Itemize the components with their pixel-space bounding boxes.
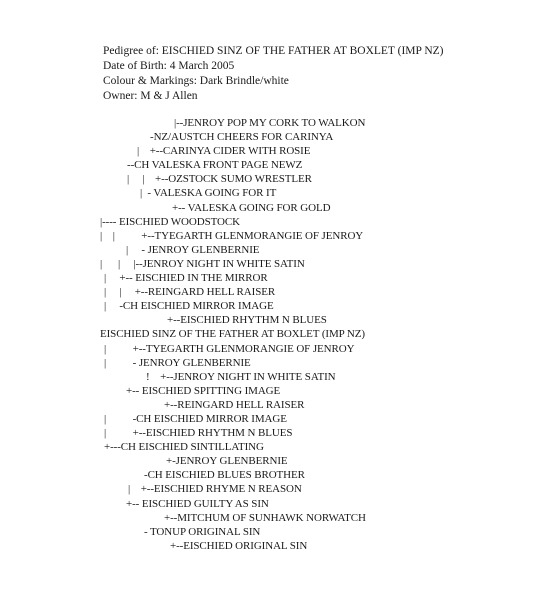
tree-line bbox=[100, 525, 540, 539]
tree-line-text: +-- EISCHIED GUILTY AS SIN bbox=[126, 497, 269, 510]
tree-line bbox=[100, 356, 540, 370]
tree-line-text: EISCHIED SINZ OF THE FATHER AT BOXLET (IMP NZ) bbox=[100, 328, 365, 341]
tree-line bbox=[100, 468, 540, 482]
tree-line bbox=[100, 201, 540, 215]
tree-line bbox=[100, 215, 540, 229]
tree-line-text: +-- EISCHIED SPITTING IMAGE bbox=[126, 384, 281, 397]
tree-line-text: | +--TYEGARTH GLENMORANGIE OF JENROY bbox=[104, 342, 355, 355]
tree-line-text: +--EISCHIED ORIGINAL SIN bbox=[170, 539, 308, 552]
colour-markings: Colour & Markings: Dark Brindle/white bbox=[103, 75, 289, 87]
tree-line-text: -CH EISCHIED BLUES BROTHER bbox=[144, 469, 305, 482]
tree-line-text: |--JENROY POP MY CORK TO WALKON bbox=[174, 117, 366, 129]
tree-line-text: --CH VALESKA FRONT PAGE NEWZ bbox=[127, 159, 303, 172]
document-header bbox=[103, 44, 444, 104]
tree-line-text: +-JENROY GLENBERNIE bbox=[166, 455, 288, 468]
tree-line bbox=[100, 412, 540, 426]
tree-line bbox=[100, 285, 540, 299]
tree-line-text: | | |--JENROY NIGHT IN WHITE SATIN bbox=[100, 257, 305, 270]
tree-line bbox=[100, 511, 540, 525]
tree-line-text: |---- EISCHIED WOODSTOCK bbox=[100, 215, 240, 228]
tree-line bbox=[100, 116, 540, 130]
tree-line bbox=[100, 257, 540, 271]
owner: Owner: M & J Allen bbox=[103, 90, 198, 102]
tree-line bbox=[100, 271, 540, 285]
tree-line bbox=[100, 130, 540, 144]
tree-line bbox=[100, 243, 540, 257]
tree-line-text: -NZ/AUSTCH CHEERS FOR CARINYA bbox=[150, 131, 334, 144]
pedigree-tree bbox=[100, 116, 540, 553]
tree-line-text: | -CH EISCHIED MIRROR IMAGE bbox=[104, 412, 287, 425]
pedigree-title: Pedigree of: EISCHIED SINZ OF THE FATHER AT BOXLET (IMP NZ) bbox=[103, 45, 444, 57]
tree-line bbox=[100, 440, 540, 454]
tree-line bbox=[100, 229, 540, 243]
tree-line bbox=[100, 342, 540, 356]
tree-line bbox=[100, 370, 540, 384]
tree-line-text: - TONUP ORIGINAL SIN bbox=[144, 525, 261, 538]
tree-line bbox=[100, 158, 540, 172]
tree-line-text: | +--EISCHIED RHYTHM N BLUES bbox=[104, 427, 293, 440]
tree-line-text: | | +--TYEGARTH GLENMORANGIE OF JENROY bbox=[100, 229, 364, 242]
tree-line-text: | - VALESKA GOING FOR IT bbox=[140, 187, 277, 200]
tree-line bbox=[100, 172, 540, 186]
tree-line-text: +---CH EISCHIED SINTILLATING bbox=[104, 441, 264, 454]
tree-line-text: | +-- EISCHIED IN THE MIRROR bbox=[104, 272, 268, 285]
tree-line-text: | +--EISCHIED RHYME N REASON bbox=[128, 483, 302, 496]
tree-line bbox=[100, 186, 540, 200]
tree-line-text: | +--CARINYA CIDER WITH ROSIE bbox=[137, 145, 311, 158]
tree-line bbox=[100, 454, 540, 468]
tree-line bbox=[100, 313, 540, 327]
tree-line-text: +-- VALESKA GOING FOR GOLD bbox=[172, 201, 331, 214]
tree-line-text: +--REINGARD HELL RAISER bbox=[164, 398, 305, 411]
tree-line-text: +--EISCHIED RHYTHM N BLUES bbox=[167, 314, 327, 327]
tree-line-text: | | +--REINGARD HELL RAISER bbox=[104, 286, 276, 299]
date-of-birth: Date of Birth: 4 March 2005 bbox=[103, 60, 235, 72]
tree-line-text: | | +--OZSTOCK SUMO WRESTLER bbox=[127, 173, 312, 186]
tree-line bbox=[100, 299, 540, 313]
tree-line-text: | -CH EISCHIED MIRROR IMAGE bbox=[104, 300, 274, 313]
tree-line-text: | - JENROY GLENBERNIE bbox=[126, 243, 260, 256]
tree-line bbox=[100, 482, 540, 496]
tree-line-text: | - JENROY GLENBERNIE bbox=[104, 356, 251, 369]
tree-line bbox=[100, 327, 540, 341]
tree-line bbox=[100, 384, 540, 398]
tree-line bbox=[100, 144, 540, 158]
tree-line-text: +--MITCHUM OF SUNHAWK NORWATCH bbox=[164, 511, 366, 524]
tree-line bbox=[100, 398, 540, 412]
tree-line bbox=[100, 426, 540, 440]
tree-line-text: ! +--JENROY NIGHT IN WHITE SATIN bbox=[146, 370, 336, 383]
tree-line bbox=[100, 539, 540, 553]
tree-line bbox=[100, 497, 540, 511]
